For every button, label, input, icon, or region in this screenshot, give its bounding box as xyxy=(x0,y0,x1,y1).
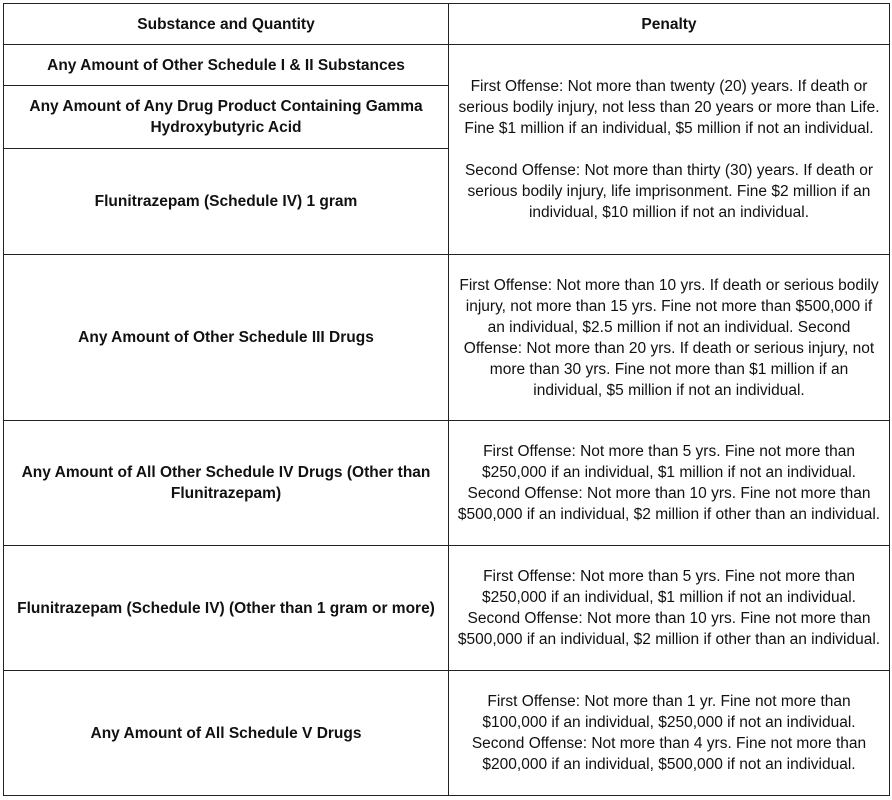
table-row xyxy=(4,45,890,86)
penalty-cell: First Offense: Not more than 5 yrs. Fine not more than $250,000 if an individual, $1 million if not an individual. Second Offense: Not more than 10 yrs. Fine not more than $500,000 if an individual, $2 million if other than an individual. xyxy=(449,421,890,546)
table-row xyxy=(4,421,890,546)
header-penalty: Penalty xyxy=(449,4,890,45)
merged-penalty-cell xyxy=(449,45,890,255)
substance-cell: Any Amount of All Other Schedule IV Drugs (Other than Flunitrazepam) xyxy=(4,421,449,546)
table-row xyxy=(4,671,890,796)
substance-cell: Any Amount of All Schedule V Drugs xyxy=(4,671,449,796)
penalty-table xyxy=(3,3,890,796)
penalty-first-offense: First Offense: Not more than twenty (20) years. If death or serious bodily injury, not less than 20 years or more than Life. Fine $1 million if an individual, $5 million if not an individual. xyxy=(458,78,880,137)
penalty-cell: First Offense: Not more than 5 yrs. Fine not more than $250,000 if an individual, $1 million if not an individual. Second Offense: Not more than 10 yrs. Fine not more than $500,000 if an individual, $2 million if other than an individual. xyxy=(449,546,890,671)
substance-cell: Flunitrazepam (Schedule IV) (Other than 1 gram or more) xyxy=(4,546,449,671)
substance-cell: Flunitrazepam (Schedule IV) 1 gram xyxy=(4,149,449,255)
table-row xyxy=(4,546,890,671)
penalty-cell: First Offense: Not more than 10 yrs. If death or serious bodily injury, not more than 15 yrs. Fine not more than $500,000 if an individual, $2.5 million if not an individual. Second Offense: Not more than 20 yrs. If death or serious injury, not more than 30 yrs. Fine not more than $1 million if an individual, $5 million if not an individual. xyxy=(449,255,890,421)
substance-cell: Any Amount of Other Schedule III Drugs xyxy=(4,255,449,421)
substance-cell: Any Amount of Any Drug Product Containing Gamma Hydroxybutyric Acid xyxy=(4,86,449,149)
header-row xyxy=(4,4,890,45)
substance-cell: Any Amount of Other Schedule I & II Substances xyxy=(4,45,449,86)
penalty-spacer xyxy=(457,139,881,160)
penalty-second-offense: Second Offense: Not more than thirty (30) years. If death or serious bodily injury, life imprisonment. Fine $2 million if an individual, $10 million if not an individual. xyxy=(464,162,874,221)
penalty-cell: First Offense: Not more than 1 yr. Fine not more than $100,000 if an individual, $250,000 if not an individual. Second Offense: Not more than 4 yrs. Fine not more than $200,000 if an individual, $500,000 if not an individual. xyxy=(449,671,890,796)
header-substance: Substance and Quantity xyxy=(4,4,449,45)
table-row xyxy=(4,255,890,421)
